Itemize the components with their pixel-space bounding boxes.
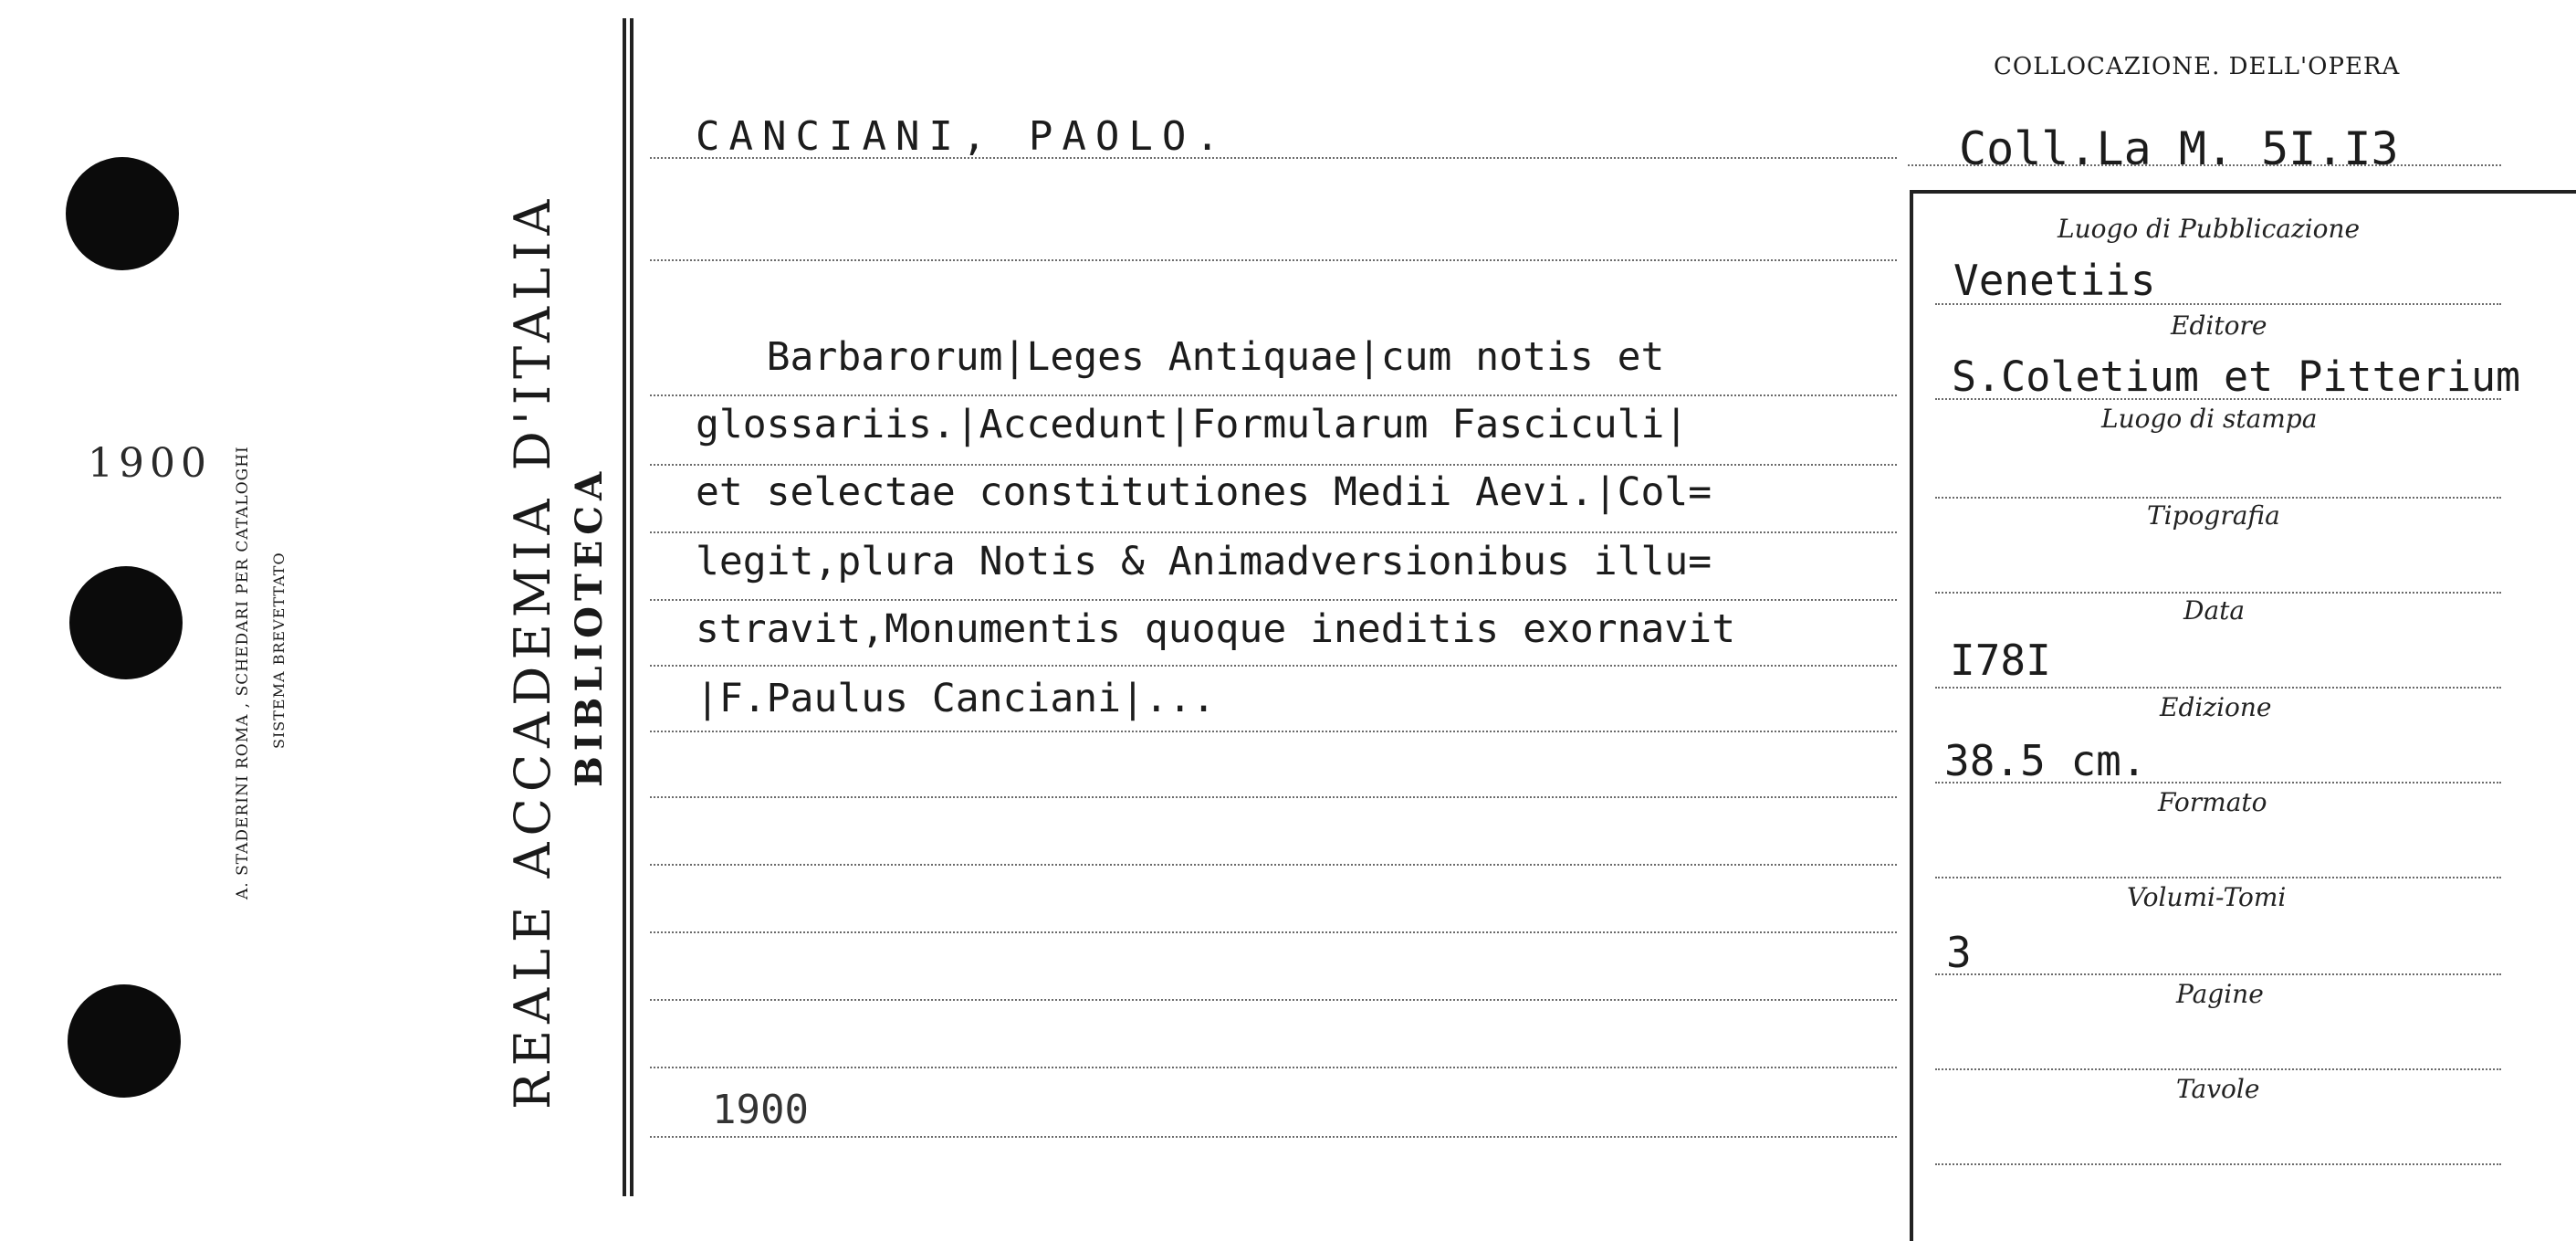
field-rule (1935, 877, 2501, 878)
ruled-line (650, 931, 1897, 933)
ruled-line (650, 464, 1897, 466)
label-pagine: Pagine (2176, 979, 2264, 1009)
label-editore: Editore (2171, 310, 2267, 341)
collocazione-label: COLLOCAZIONE. DELL'OPERA (1994, 53, 2401, 80)
ruled-line (650, 394, 1897, 396)
ruled-line (650, 796, 1897, 798)
field-rule (1935, 592, 2501, 594)
value-luogo-pubblicazione: Venetiis (1953, 256, 2156, 305)
ruled-line (650, 599, 1897, 601)
ruled-line (650, 259, 1897, 261)
label-tavole: Tavole (2176, 1074, 2260, 1104)
title-line-6: |F.Paulus Canciani|... (696, 676, 1216, 721)
punch-hole-top (66, 157, 179, 270)
value-edizione: 38.5 cm. (1944, 736, 2147, 785)
label-data: Data (2183, 595, 2246, 626)
ruled-line (650, 731, 1897, 732)
label-volumi-tomi: Volumi-Tomi (2127, 882, 2287, 912)
label-edizione: Edizione (2160, 692, 2272, 722)
punch-hole-middle (69, 566, 183, 679)
author-heading: CANCIANI, PAOLO. (696, 113, 1229, 160)
value-data: I78I (1950, 636, 2051, 685)
margin-line-inner (630, 18, 634, 1196)
value-volumi-tomi: 3 (1946, 928, 1972, 977)
punch-hole-bottom (68, 984, 181, 1098)
margin-line-outer (623, 18, 626, 1196)
shelfmark-value: Coll.La M. 5I.I3 (1959, 122, 2399, 175)
department-name: BIBLIOTECA (568, 466, 611, 787)
ruled-line (650, 864, 1897, 866)
field-rule (1935, 973, 2501, 975)
ruled-line (650, 999, 1897, 1001)
printer-imprint-system: SISTEMA BREVETTATO (270, 552, 288, 749)
footer-number: 1900 (712, 1087, 809, 1133)
field-rule (1935, 1068, 2501, 1070)
value-editore: S.Coletium et Pitterium (1952, 352, 2521, 401)
ruled-line (650, 531, 1897, 533)
printer-imprint: A. STADERINI ROMA , SCHEDARI PER CATALOGHI (234, 446, 252, 899)
institution-name: REALE ACCADEMIA D'ITALIA (504, 193, 561, 1110)
title-line-1: Barbarorum|Leges Antiquae|cum notis et (696, 334, 1665, 380)
shelfmark-rule (1908, 164, 2501, 166)
title-line-5: stravit,Monumentis quoque ineditis exornavit (696, 606, 1736, 652)
field-rule (1935, 497, 2501, 499)
title-line-4: legit,plura Notis & Animadversionibus illu= (696, 539, 1712, 584)
ruled-line (650, 1136, 1897, 1138)
label-luogo-pubblicazione: Luogo di Pubblicazione (2058, 214, 2361, 244)
label-tipografia: Tipografia (2147, 500, 2280, 531)
label-formato: Formato (2158, 787, 2267, 817)
title-line-2: glossariis.|Accedunt|Formularum Fasciculi| (696, 402, 1689, 447)
ruled-line (650, 665, 1897, 667)
card-number-left: 1900 (88, 440, 212, 487)
ruled-line (650, 1067, 1897, 1068)
field-rule (1935, 1163, 2501, 1165)
label-luogo-stampa: Luogo di stampa (2101, 404, 2318, 434)
field-rule (1935, 687, 2501, 689)
title-line-3: et selectae constitutiones Medii Aevi.|Col= (696, 469, 1712, 515)
